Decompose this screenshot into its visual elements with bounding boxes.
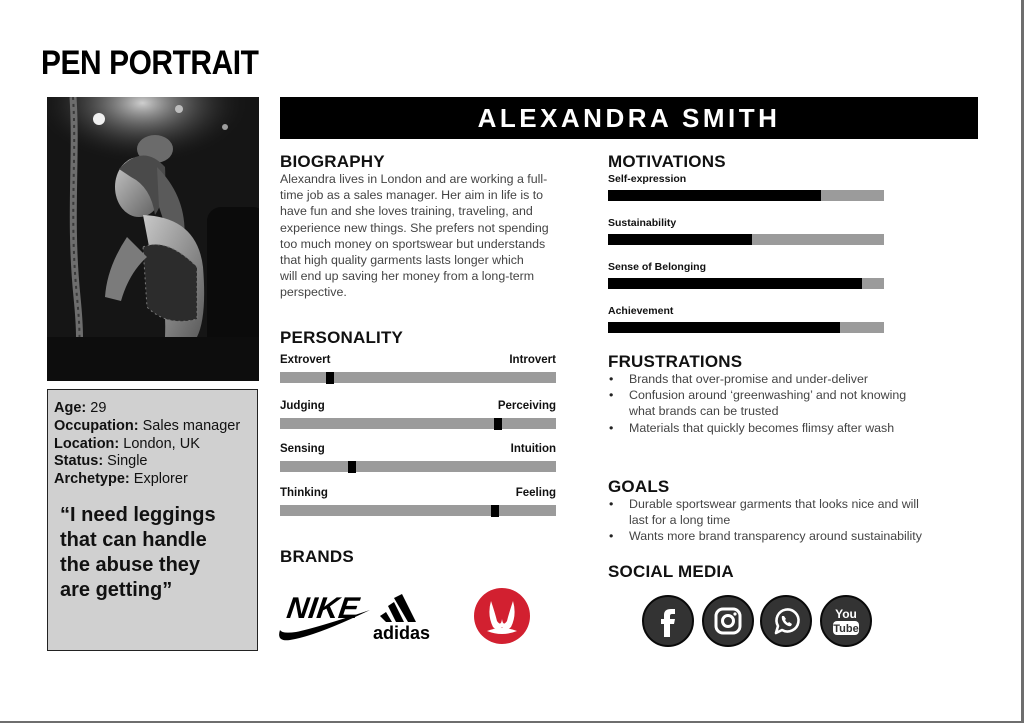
archetype-line: Archetype: Explorer <box>54 471 188 488</box>
motivations-title: MOTIVATIONS <box>608 152 726 171</box>
motivation-fill <box>608 278 862 289</box>
motivation-fill <box>608 234 752 245</box>
whatsapp-icon[interactable] <box>760 595 812 647</box>
motivation-label: Achievement <box>608 305 674 317</box>
youtube-icon[interactable] <box>820 595 872 647</box>
motivation-label: Sense of Belonging <box>608 261 707 273</box>
page-title: PEN PORTRAIT <box>41 44 259 82</box>
motivation-self-expression <box>608 173 884 205</box>
motivation-label: Self-expression <box>608 173 687 185</box>
biography-title: BIOGRAPHY <box>280 152 385 171</box>
trait-track <box>280 505 556 516</box>
motivation-sustainability <box>608 217 884 249</box>
trait-marker <box>494 418 502 430</box>
trait-left-label: Extrovert <box>280 354 331 366</box>
trait-track <box>280 418 556 429</box>
trait-marker <box>491 505 499 517</box>
trait-marker <box>326 372 334 384</box>
status-line: Status: Single <box>54 453 148 470</box>
trait-right-label: Intuition <box>510 443 556 455</box>
personality-title: PERSONALITY <box>280 328 404 347</box>
goals-list <box>608 496 958 545</box>
list-item: • Brands that over-promise and under-deliver <box>608 371 958 387</box>
instagram-icon[interactable] <box>702 595 754 647</box>
motivation-label: Sustainability <box>608 217 677 229</box>
trait-left-label: Thinking <box>280 487 328 499</box>
persona-quote: “I need leggings that can handle the abuse they are getting” <box>60 503 216 601</box>
occupation-line: Occupation: Sales manager <box>54 417 241 434</box>
trait-judging-perceiving <box>280 400 556 430</box>
location-line: Location: London, UK <box>54 435 200 452</box>
trait-right-label: Feeling <box>515 487 556 499</box>
name-banner <box>280 97 978 139</box>
frustrations-title: FRUSTRATIONS <box>608 352 743 371</box>
goals-title: GOALS <box>608 477 670 496</box>
persona-name: ALEXANDRA SMITH <box>477 102 781 133</box>
trait-track <box>280 461 556 472</box>
social-media-title: SOCIAL MEDIA <box>608 562 734 581</box>
svg-text:Tube: Tube <box>833 623 859 635</box>
motivation-sense-of-belonging <box>608 261 884 293</box>
list-item: • Confusion around ‘greenwashing’ and not knowing what brands can be trusted <box>608 387 958 419</box>
motivation-fill <box>608 322 840 333</box>
brands-title: BRANDS <box>280 547 354 566</box>
trait-sensing-intuition <box>280 443 556 473</box>
trait-left-label: Judging <box>280 400 325 412</box>
profile-photo <box>47 97 259 381</box>
list-item: • Durable sportswear garments that looks nice and will last for a long time <box>608 496 958 528</box>
age-line: Age: 29 <box>54 400 107 416</box>
trait-track <box>280 372 556 383</box>
biography-text: Alexandra lives in London and are working a full- time job as a sales manager. Her aim in life is to have fun and she loves training, traveling, and experience new things. She prefers not spending too much money on sportswear but understands that high quality garments lasts longer which will end up saving her money from a long-term perspective. <box>280 172 549 300</box>
trait-extrovert-introvert <box>280 354 556 384</box>
lululemon-logo <box>473 587 531 645</box>
motivation-achievement <box>608 305 884 337</box>
profile-info-card <box>47 389 258 651</box>
adidas-logo <box>372 594 442 642</box>
list-item: • Wants more brand transparency around sustainability <box>608 528 958 544</box>
trait-left-label: Sensing <box>280 443 325 455</box>
trait-right-label: Introvert <box>509 354 556 366</box>
motivation-fill <box>608 190 821 201</box>
svg-text:adidas: adidas <box>373 623 431 642</box>
trait-thinking-feeling <box>280 487 556 517</box>
facebook-icon[interactable] <box>642 595 694 647</box>
nike-logo <box>276 588 372 644</box>
svg-text:NIKE: NIKE <box>284 592 362 625</box>
svg-text:You: You <box>835 607 857 621</box>
trait-right-label: Perceiving <box>497 400 556 412</box>
list-item: • Materials that quickly becomes flimsy after wash <box>608 420 958 436</box>
trait-marker <box>348 461 356 473</box>
frustrations-list <box>608 371 958 436</box>
